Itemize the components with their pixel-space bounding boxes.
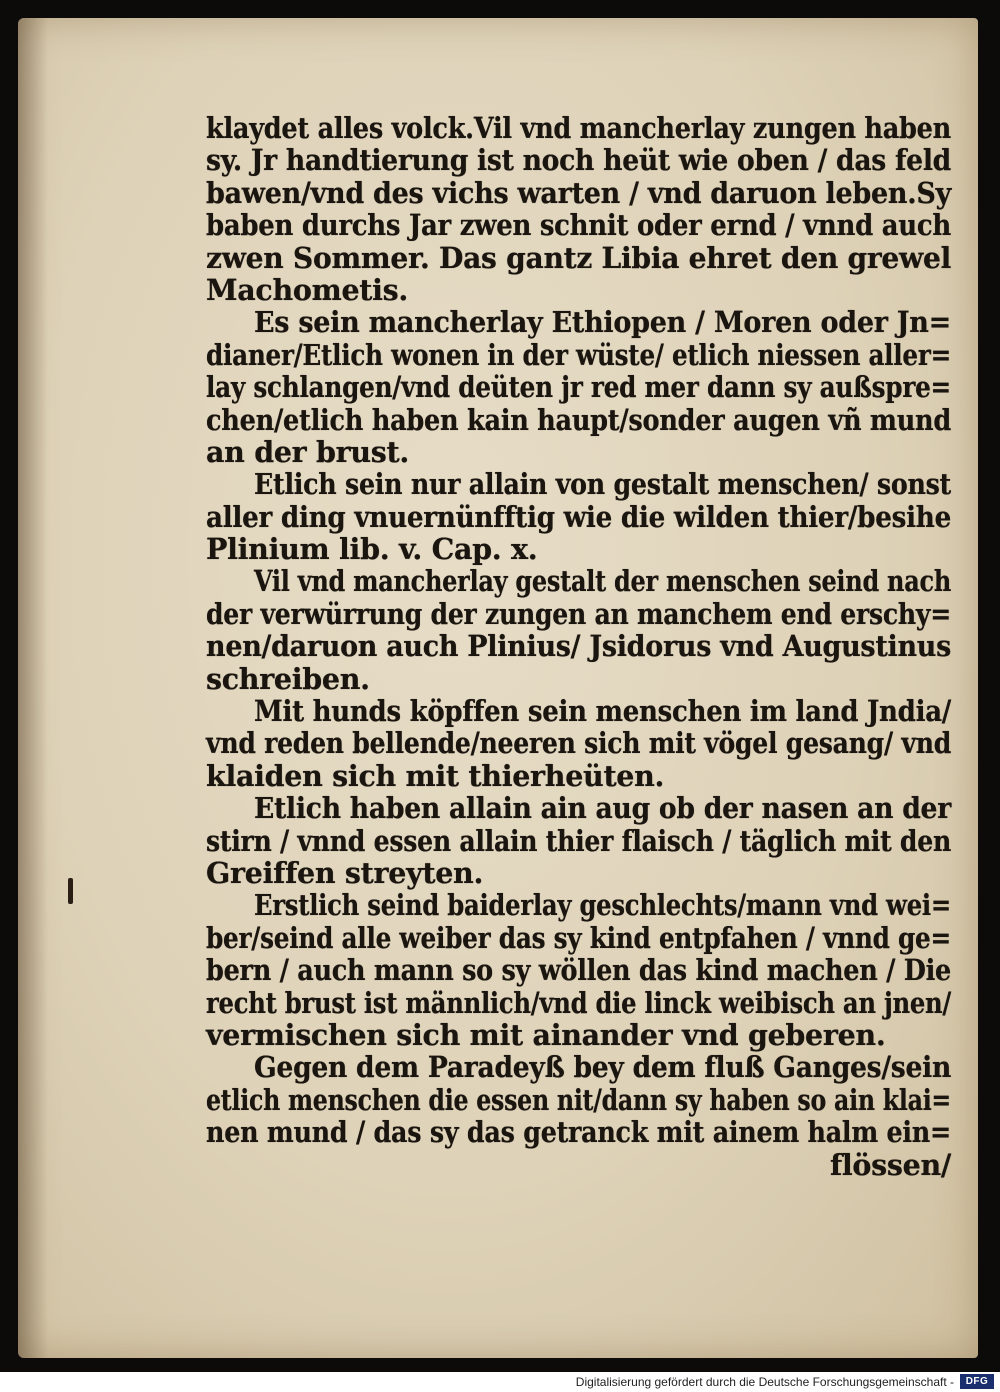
text-line: bern / auch mann so sy wöllen das kind machen / Die (206, 953, 951, 988)
text-line: sy. Jr handtierung ist noch heüt wie oben / das feld (206, 143, 951, 178)
footer-bar (0, 1372, 1000, 1392)
text-line: Es sein mancherlay Ethiopen / Moren oder Jn= (254, 305, 951, 340)
gutter-shadow (18, 18, 48, 1358)
text-line: Plinium lib. v. Cap. x. (206, 532, 538, 567)
text-line: stirn / vnnd essen allain thier flaisch / täglich mit den (206, 823, 951, 858)
text-line: nen/daruon auch Plinius/ Jsidorus vnd Augustinus (206, 629, 951, 664)
digitization-credit: Digitalisierung gefördert durch die Deutsche Forschungsgemeinschaft - (575, 1375, 954, 1389)
text-line: nen mund / das sy das getranck mit ainem halm ein= (206, 1115, 951, 1150)
text-line: baben durchs Jar zwen schnit oder ernd / vnnd auch (206, 208, 951, 243)
text-line: Vil vnd mancherlay gestalt der menschen seind nach (254, 564, 951, 599)
margin-mark (68, 878, 73, 904)
text-line: recht brust ist männlich/vnd die linck weibisch an jnen/ (206, 985, 951, 1020)
text-line: Etlich sein nur allain von gestalt menschen/ sonst (254, 467, 951, 502)
text-line: etlich menschen die essen nit/dann sy haben so ain klai= (206, 1082, 951, 1117)
text-line: Machometis. (206, 272, 409, 307)
dfg-logo: DFG (960, 1374, 994, 1389)
text-line: chen/etlich haben kain haupt/sonder augen vñ mund (206, 402, 951, 437)
text-line: zwen Sommer. Das gantz Libia ehret den grewel (206, 240, 951, 275)
text-line: bawen/vnd des vichs warten / vnd daruon leben.Sy (206, 175, 951, 210)
text-line: dianer/Etlich wonen in der wüste/ etlich niessen aller= (206, 337, 951, 372)
text-line: klaydet alles volck.Vil vnd mancherlay zungen haben (206, 111, 951, 145)
text-line: vnd reden bellende/neeren sich mit vögel gesang/ vnd (206, 726, 951, 761)
text-line: an der brust. (206, 434, 410, 469)
text-line: lay schlangen/vnd deüten jr red mer dann sy außspre= (206, 370, 951, 405)
text-line: schreiben. (206, 661, 370, 696)
text-line: Etlich haben allain ain aug ob der nasen an der (254, 791, 951, 826)
text-line: Mit hunds köpffen sein menschen im land Jndia/ (254, 694, 951, 729)
text-block (206, 112, 951, 1181)
text-line: Erstlich seind baiderlay geschlechts/mann vnd wei= (254, 888, 951, 923)
catchword: flössen/ (829, 1147, 951, 1182)
text-line: Gegen dem Paradeyß bey dem fluß Ganges/sein (254, 1050, 951, 1085)
text-line: vermischen sich mit ainander vnd geberen. (206, 1017, 886, 1052)
text-line: klaiden sich mit thierheüten. (206, 758, 665, 793)
text-line: ber/seind alle weiber das sy kind entpfahen / vnnd ge= (206, 920, 951, 955)
text-line: der verwürrung der zungen an manchem end erschy= (206, 596, 951, 631)
text-line: aller ding vnuernünfftig wie die wilden thier/besihe (206, 499, 951, 534)
text-line: Greiffen streyten. (206, 855, 484, 890)
